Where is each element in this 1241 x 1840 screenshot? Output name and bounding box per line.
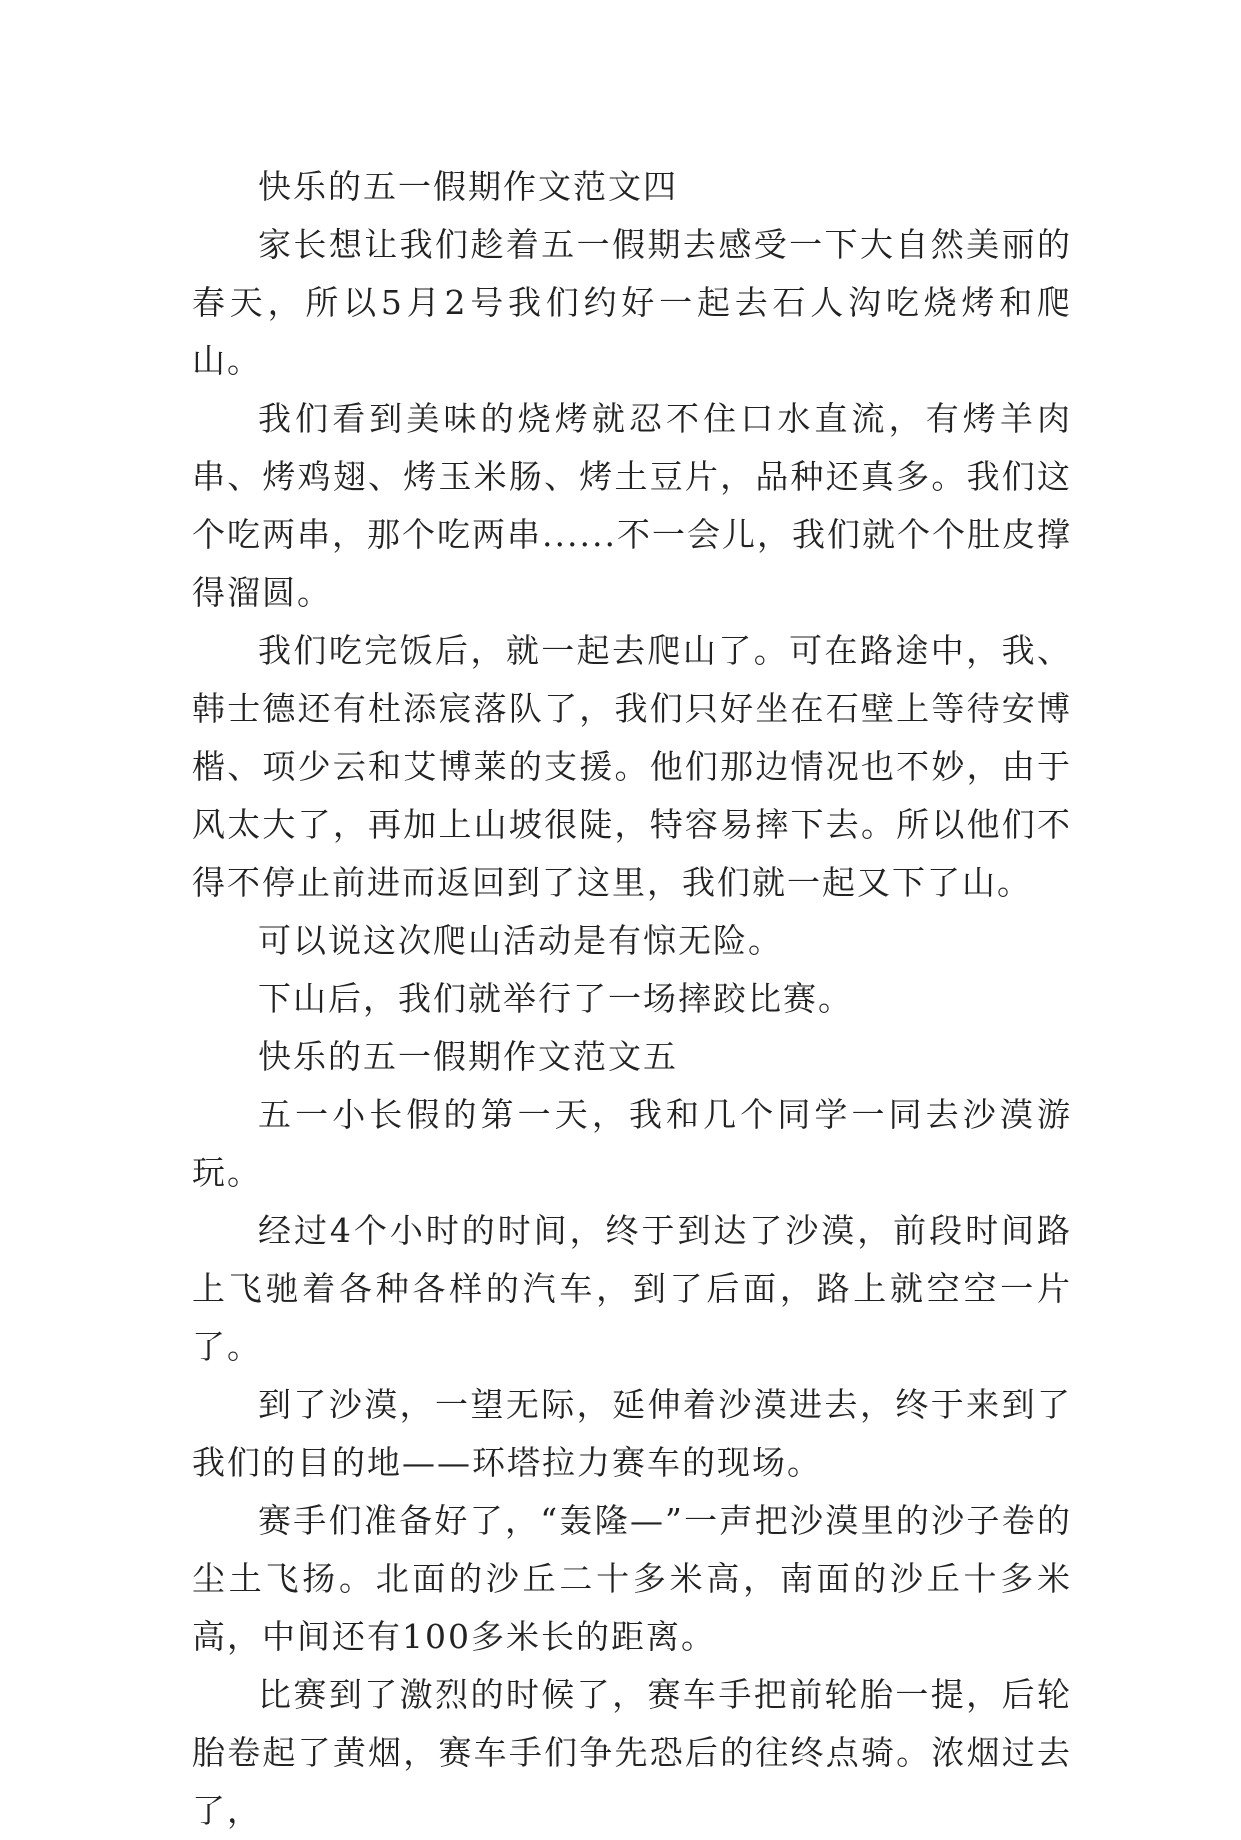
- paragraph: 赛手们准备好了，“轰隆—”一声把沙漠里的沙子卷的尘土飞扬。北面的沙丘二十多米高，南面的沙丘十多米高，中间还有100多米长的距离。: [192, 1501, 1072, 1656]
- paragraph: 五一小长假的第一天，我和几个同学一同去沙漠游玩。: [192, 1095, 1072, 1192]
- paragraph: 到了沙漠，一望无际，延伸着沙漠进去，终于来到了我们的目的地——环塔拉力赛车的现场。: [192, 1385, 1072, 1482]
- essay-title-five: 快乐的五一假期作文范文五: [258, 1037, 678, 1076]
- paragraph: 经过4个小时的时间，终于到达了沙漠，前段时间路上飞驰着各种各样的汽车，到了后面，路上就空空一片了。: [192, 1211, 1072, 1366]
- paragraph: 我们看到美味的烧烤就忍不住口水直流，有烤羊肉串、烤鸡翅、烤玉米肠、烤土豆片，品种还真多。我们这个吃两串，那个吃两串......不一会儿，我们就个个肚皮撑得溜圆。: [192, 399, 1072, 612]
- document-body: [192, 158, 1072, 1840]
- paragraph: 比赛到了激烈的时候了，赛车手把前轮胎一提，后轮胎卷起了黄烟，赛车手们争先恐后的往终点骑。浓烟过去了，: [192, 1675, 1072, 1830]
- paragraph: 家长想让我们趁着五一假期去感受一下大自然美丽的春天，所以5月2号我们约好一起去石人沟吃烧烤和爬山。: [192, 225, 1072, 380]
- essay-title-four: 快乐的五一假期作文范文四: [258, 167, 678, 206]
- paragraph: 下山后，我们就举行了一场摔跤比赛。: [258, 979, 853, 1018]
- paragraph: 我们吃完饭后，就一起去爬山了。可在路途中，我、韩士德还有杜添宸落队了，我们只好坐在石壁上等待安博楷、项少云和艾博莱的支援。他们那边情况也不妙，由于风太大了，再加上山坡很陡，特容易摔下去。所以他们不得不停止前进而返回到了这里，我们就一起又下了山。: [192, 631, 1072, 902]
- paragraph: 可以说这次爬山活动是有惊无险。: [258, 921, 783, 960]
